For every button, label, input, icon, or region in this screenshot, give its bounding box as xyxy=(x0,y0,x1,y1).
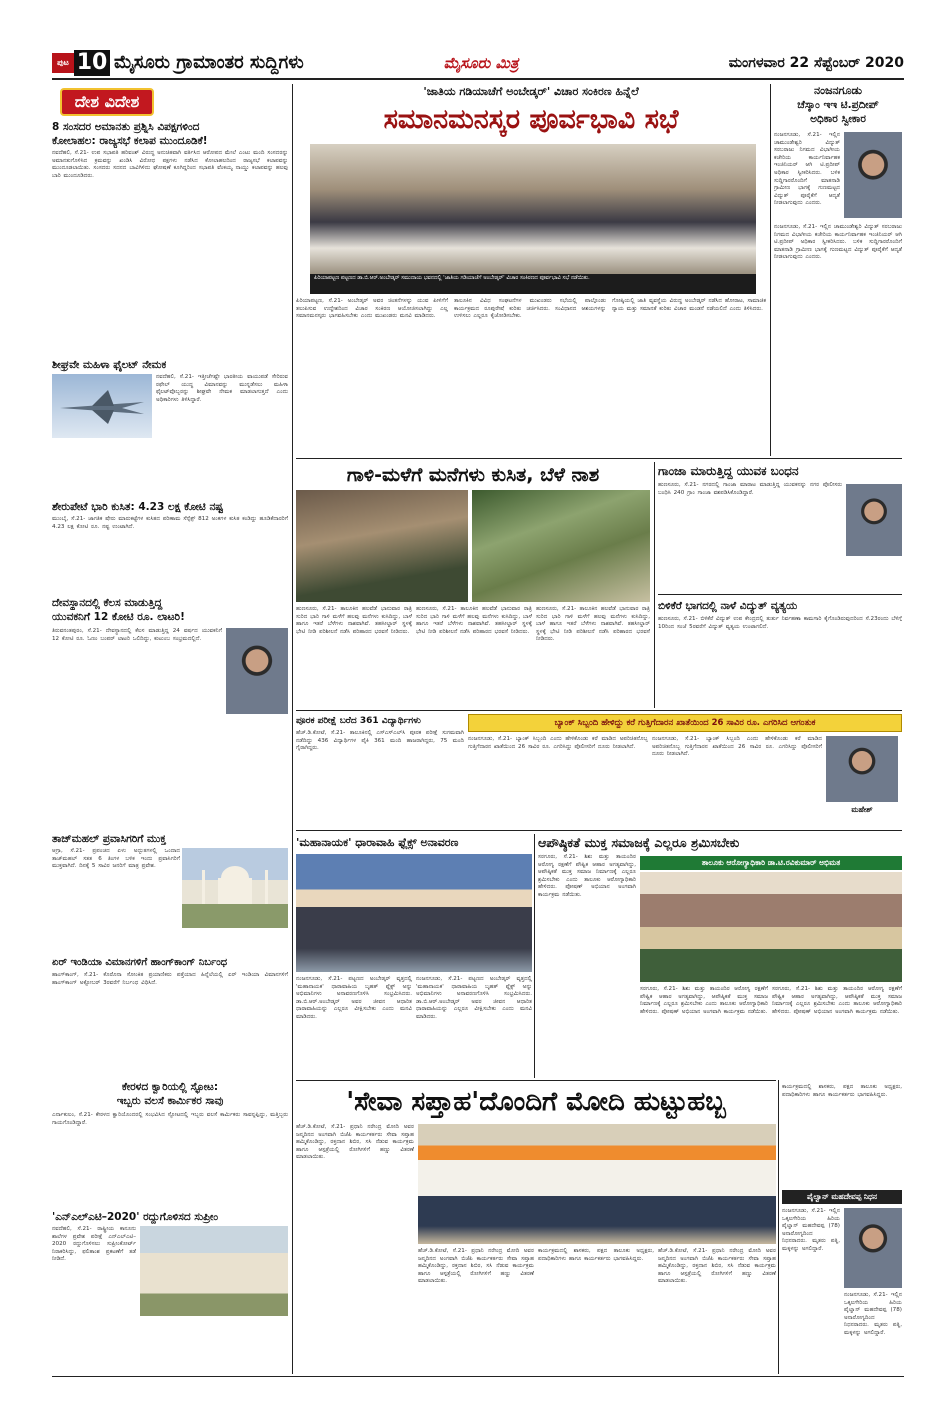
article-body: ನವದೆಹಲಿ, ಸೆ.21- ಉಪ ಸಭಾಪತಿ ಹರಿವಂಶ್ ವಿರುದ್ಧ ಅನುಚಿತವಾಗಿ ವರ್ತಿಸಿದ ಆರೋಪದ ಮೇಲೆ ಎಂಟು ಮಂದಿ ಸಂಸದರನ್ನು ಅಮಾನತುಗೊಳಿಸಿದ ಕ್ರಮವನ್ನು ಖಂಡಿಸಿ ವಿರೋಧ ಪಕ್ಷಗಳು ನಡೆಸಿದ ಕೋಲಾಹಲದಿಂದ ರಾಜ್ಯಸಭೆ ಕಲಾಪವನ್ನು ಮುಂದೂಡಲಾಯಿತು. ಸಂಸದರು ಸದನದ ಬಾವಿಗಿಳಿದು ಘೋಷಣೆ ಕೂಗಿದ್ದರಿಂದ ಸಭಾಪತಿ ವೆಂಕಯ್ಯ ನಾಯ್ಡು ಕಲಾಪವನ್ನು ಹಲವು ಬಾರಿ ಮುಂದೂಡಿದರು. xyxy=(52,150,288,179)
column-divider xyxy=(654,462,655,708)
article-body: ಆಗ್ರಾ, ಸೆ.21- ಪ್ರಪಂಚದ ಏಳು ಅದ್ಭುತಗಳಲ್ಲಿ ಒಂದಾದ ತಾಜ್‌ಮಹಲ್ ಸತತ 6 ತಿಂಗಳ ಬಳಿಕ ಇಂದು ಪ್ರವಾಸಿಗರಿಗೆ ಮುಕ್ತವಾಗಿದೆ. ದಿನಕ್ಕೆ 5 ಸಾವಿರ ಜನರಿಗೆ ಮಾತ್ರ ಪ್ರವೇಶ. xyxy=(52,848,180,870)
page-header xyxy=(0,0,945,80)
deceased-portrait xyxy=(844,1208,902,1288)
story-headline: ಬಿಳಿಕೆರೆ ಭಾಗದಲ್ಲಿ ನಾಳೆ ವಿದ್ಯುತ್ ವ್ಯತ್ಯಯ xyxy=(658,600,798,612)
story-body: ಹೆಚ್.ಡಿ.ಕೋಟೆ, ಸೆ.21- ತಾಲೂಕಿನಲ್ಲಿ ಎಸ್‌ಎಸ್‌ಎಲ್‌ಸಿ ಪೂರಕ ಪರೀಕ್ಷೆ ಸುಗಮವಾಗಿ ನಡೆದಿದ್ದು 436 ವಿದ್ಯಾರ್ಥಿಗಳ ಪೈಕಿ 361 ಮಂದಿ ಹಾಜರಾಗಿದ್ದರು, 75 ಮಂದಿ ಗೈರಾಗಿದ್ದರು. xyxy=(296,730,464,752)
victim-photo xyxy=(826,736,898,802)
desha-videsha-banner: ದೇಶ ವಿದೇಶ xyxy=(60,88,154,116)
story-body: ನಂಜನಗೂಡು, ಸೆ.21- ಬ್ಯಾಂಕ್ ಸಿಬ್ಬಂದಿ ಎಂದು ಹೇಳಿಕೊಂಡು ಕರೆ ಮಾಡಿದ ಅಪರಿಚಿತನೊಬ್ಬ ಗುತ್ತಿಗೆದಾರನ ಖಾತೆಯಿಂದ 26 ಸಾವಿರ ರೂ. ಎಗರಿಸಿದ್ದು ಪೊಲೀಸರಿಗೆ ದೂರು ನೀಡಲಾಗಿದೆ. xyxy=(468,736,648,750)
story-rule xyxy=(658,594,902,595)
article-title: ಯುವಕನಿಗೆ 12 ಕೋಟಿ ರೂ. ಲಾಟರಿ! xyxy=(52,611,185,623)
article-title: 8 ಸಂಸದರ ಅಮಾನತು ಪ್ರಶ್ನಿಸಿ ವಿಪಕ್ಷಗಳಿಂದ xyxy=(52,121,200,133)
taj-mahal-icon xyxy=(182,848,288,928)
article-body: ಮುಂಬೈ, ಸೆ.21- ಜಾಗತಿಕ ಷೇರು ಮಾರುಕಟ್ಟೆಗಳ ಕುಸಿತದ ಪರಿಣಾಮ ಸೆನ್ಸೆಕ್ಸ್ 812 ಅಂಕಗಳ ಕುಸಿತ ಕಂಡಿದ್ದು ಹೂಡಿಕೆದಾರರಿಗೆ 4.23 ಲಕ್ಷ ಕೋಟಿ ರೂ. ನಷ್ಟ ಉಂಟಾಗಿದೆ. xyxy=(52,516,288,530)
story-body: ಹುಣಸೂರು, ಸೆ.21- ತಾಲೂಕಿನ ಹಲವೆಡೆ ಭಾನುವಾರ ರಾತ್ರಿ ಸುರಿದ ಭಾರಿ ಗಾಳಿ ಮಳೆಗೆ ಹಲವು ಮನೆಗಳು ಕುಸಿದಿದ್ದು, ಬಾಳೆ ಹಾಗೂ ಇತರೆ ಬೆಳೆಗಳು ನಾಶವಾಗಿವೆ. ತಹಸೀಲ್ದಾರ್ ಸ್ಥಳಕ್ಕೆ ಭೇಟಿ ನೀಡಿ ಪರಿಶೀಲನೆ ನಡೆಸಿ ಪರಿಹಾರದ ಭರವಸೆ ನೀಡಿದರು. xyxy=(296,606,412,635)
story-headline: ಗಾಂಜಾ ಮಾರುತ್ತಿದ್ದ ಯುವಕ ಬಂಧನ xyxy=(658,464,799,478)
column-divider xyxy=(534,834,535,1078)
story-body: ಗೋಷ್ಠಿಯಲ್ಲಿ ಜಾತಿ ವ್ಯವಸ್ಥೆಯ ವಿರುದ್ಧ ಅಂಬೇಡ್ಕರ್ ನಡೆಸಿದ ಹೋರಾಟ, ಸಾಮಾಜಿಕ ನ್ಯಾಯ ಮತ್ತು ಸಮಾನತೆ ಕುರಿತು ವಿಚಾರ ಮಂಡನೆ ನಡೆಯಲಿದೆ ಎಂದು ತಿಳಿಸಿದರು. xyxy=(612,298,766,312)
article-title: ತಾಜ್‌ಮಹಲ್ ಪ್ರವಾಸಿಗರಿಗೆ ಮುಕ್ತ xyxy=(52,833,166,845)
article-title: ದೇವಸ್ಥಾನದಲ್ಲಿ ಕೆಲಸ ಮಾಡುತ್ತಿದ್ದ xyxy=(52,597,163,609)
story-headline: ನಂಜನಗೂಡು xyxy=(814,84,862,97)
birthday-celebration-photo xyxy=(418,1124,776,1244)
story-headline: ಆಪೌಷ್ಠಿಕತೆ ಮುಕ್ತ ಸಮಾಜಕ್ಕೆ ಎಲ್ಲರೂ ಶ್ರಮಿಸಬೇಕು xyxy=(538,835,740,850)
story-kicker: 'ಜಾತಿಯ ಗಡಿಯಾಚೆಗೆ ಅಂಬೇಡ್ಕರ್' ವಿಚಾರ ಸಂಕಿರಣ ಹಿನ್ನೆಲೆ xyxy=(423,85,639,98)
article-title: ಇಬ್ಬರು ವಲಸೆ ಕಾರ್ಮಿಕರ ಸಾವು xyxy=(116,1095,224,1107)
story-body: ನಂಜನಗೂಡು, ಸೆ.21- ಬ್ಯಾಂಕ್ ಸಿಬ್ಬಂದಿ ಎಂದು ಹೇಳಿಕೊಂಡು ಕರೆ ಮಾಡಿದ ಅಪರಿಚಿತನೊಬ್ಬ ಗುತ್ತಿಗೆದಾರನ ಖಾತೆಯಿಂದ 26 ಸಾವಿರ ರೂ. ಎಗರಿಸಿದ್ದು ಪೊಲೀಸರಿಗೆ ದೂರು ನೀಡಲಾಗಿದೆ. xyxy=(652,736,822,758)
story-body: ನಂಜನಗೂಡು, ಸೆ.21- ಇಲ್ಲಿನ ಚಾಮುಂಡೇಶ್ವರಿ ವಿದ್ಯುತ್ ಸರಬರಾಜು ನಿಗಮದ ವಿಭಾಗೀಯ ಕಚೇರಿಯ ಕಾರ್ಯನಿರ್ವಾಹಕ ಇಂಜಿನಿಯರ್ ಆಗಿ ಟಿ.ಪ್ರದೀಪ್ ಅಧಿಕಾರ ಸ್ವೀಕರಿಸಿದರು. ಬಳಿಕ ಸುದ್ದಿಗಾರರೊಂದಿಗೆ ಮಾತನಾಡಿ ಗ್ರಾಮೀಣ ಭಾಗಕ್ಕೆ ಗುಣಮಟ್ಟದ ವಿದ್ಯುತ್ ಪೂರೈಕೆಗೆ ಆದ್ಯತೆ ನೀಡಲಾಗುವುದು ಎಂದರು. xyxy=(774,132,840,207)
story-body: ನಂಜನಗೂಡು, ಸೆ.21- ಪಟ್ಟಣದ ಅಂಬೇಡ್ಕರ್ ವೃತ್ತದಲ್ಲಿ 'ಮಹಾನಾಯಕ' ಧಾರಾವಾಹಿಯ ಬೃಹತ್ ಫ್ಲೆಕ್ಸ್ ಅನ್ನು ಅಭಿಮಾನಿಗಳು ಅನಾವರಣಗೊಳಿಸಿ ಸಂಭ್ರಮಿಸಿದರು. ಡಾ.ಬಿ.ಆರ್.ಅಂಬೇಡ್ಕರ್ ಅವರ ಜೀವನ ಆಧಾರಿತ ಧಾರಾವಾಹಿಯನ್ನು ಎಲ್ಲರೂ ವೀಕ್ಷಿಸಬೇಕು ಎಂದು ಮನವಿ ಮಾಡಿದರು. xyxy=(296,976,412,1020)
story-headline: 'ಮಹಾನಾಯಕ' ಧಾರಾವಾಹಿ ಫ್ಲೆಕ್ಸ್ ಅನಾವರಣ xyxy=(296,836,459,849)
meeting-group-photo xyxy=(310,144,756,274)
center-top-story xyxy=(296,84,766,456)
section-rule xyxy=(296,1080,776,1081)
story-body: ಹುಣಸೂರು, ಸೆ.21- ನಗರದಲ್ಲಿ ಗಾಂಜಾ ಮಾರಾಟ ಮಾಡುತ್ತಿದ್ದ ಯುವಕನನ್ನು ನಗರ ಪೊಲೀಸರು ಬಂಧಿಸಿ 240 ಗ್ರಾಂ ಗಾಂಜಾ ವಶಪಡಿಸಿಕೊಂಡಿದ್ದಾರೆ. xyxy=(658,482,842,496)
masthead-logo: ಮೈಸೂರು ಮಿತ್ರ xyxy=(443,54,519,72)
article-body: ತಿರುವನಂತಪುರಂ, ಸೆ.21- ದೇವಸ್ಥಾನದಲ್ಲಿ ಕೆಲಸ ಮಾಡುತ್ತಿದ್ದ 24 ವರ್ಷದ ಯುವಕನಿಗೆ 12 ಕೋಟಿ ರೂ. ಓಣಂ ಬಂಪರ್ ಲಾಟರಿ ಒಲಿದಿದ್ದು, ಕುಟುಂಬ ಸಂಭ್ರಮದಲ್ಲಿದೆ. xyxy=(52,628,222,642)
article-title: ಕೋಲಾಹಲ: ರಾಜ್ಯಸಭೆ ಕಲಾಪ ಮುಂದೂಡಿಕೆ! xyxy=(52,135,208,147)
column-divider xyxy=(292,84,293,1374)
article-title: ಶೀಘ್ರವೇ ಮಹಿಳಾ ಫೈಲಟ್ ನೇಮಕ xyxy=(52,359,167,371)
column-divider xyxy=(770,84,771,456)
story-headline: ಪೈಲ್ವಾನ್ ಮಹದೇವಪ್ಪ ನಿಧನ xyxy=(782,1190,902,1204)
story-body: ಹೆಚ್.ಡಿ.ಕೋಟೆ, ಸೆ.21- ಪ್ರಧಾನಿ ನರೇಂದ್ರ ಮೋದಿ ಅವರ ಜನ್ಮದಿನದ ಅಂಗವಾಗಿ ಬಿಜೆಪಿ ಕಾರ್ಯಕರ್ತರು ಸೇವಾ ಸಪ್ತಾಹ ಹಮ್ಮಿಕೊಂಡಿದ್ದು, ರಕ್ತದಾನ ಶಿಬಿರ, ಸಸಿ ನೆಡುವ ಕಾರ್ಯಕ್ರಮ ಹಾಗೂ ಆಸ್ಪತ್ರೆಯಲ್ಲಿ ರೋಗಿಗಳಿಗೆ ಹಣ್ಣು ವಿತರಣೆ ಮಾಡಲಾಯಿತು. xyxy=(418,1248,534,1285)
story-body: ನಂಜನಗೂಡು, ಸೆ.21- ಪಟ್ಟಣದ ಅಂಬೇಡ್ಕರ್ ವೃತ್ತದಲ್ಲಿ 'ಮಹಾನಾಯಕ' ಧಾರಾವಾಹಿಯ ಬೃಹತ್ ಫ್ಲೆಕ್ಸ್ ಅನ್ನು ಅಭಿಮಾನಿಗಳು ಅನಾವರಣಗೊಳಿಸಿ ಸಂಭ್ರಮಿಸಿದರು. ಡಾ.ಬಿ.ಆರ್.ಅಂಬೇಡ್ಕರ್ ಅವರ ಜೀವನ ಆಧಾರಿತ ಧಾರಾವಾಹಿಯನ್ನು ಎಲ್ಲರೂ ವೀಕ್ಷಿಸಬೇಕು ಎಂದು ಮನವಿ ಮಾಡಿದರು. xyxy=(416,976,532,1020)
story-headline: ಬ್ಯಾಂಕ್ ಸಿಬ್ಬಂದಿ ಹೇಳಿದ್ದು ಕರೆ ಗುತ್ತಿಗೆದಾರನ ಖಾತೆಯಿಂದ 26 ಸಾವಿರ ರೂ. ಎಗರಿಸಿದ ಆಗಂತುಕ xyxy=(468,714,902,732)
section-rule xyxy=(296,710,902,711)
article-title: ಕೇರಳದ ಕ್ವಾರಿಯಲ್ಲಿ ಸ್ಫೋಟ: xyxy=(121,1081,219,1093)
story-body: ಕಾರ್ಯಕ್ರಮದಲ್ಲಿ ಶಾಸಕರು, ಪಕ್ಷದ ತಾಲೂಕು ಅಧ್ಯಕ್ಷರು, ಪದಾಧಿಕಾರಿಗಳು ಹಾಗೂ ಕಾರ್ಯಕರ್ತರು ಭಾಗವಹಿಸಿದ್ದರು. xyxy=(538,1248,654,1262)
story-body: ತಾಲೂಕಿನ ವಿವಿಧ ಸಂಘಟನೆಗಳ ಮುಖಂಡರು ಸಭೆಯಲ್ಲಿ ಪಾಲ್ಗೊಂಡು ಕಾರ್ಯಕ್ರಮದ ರೂಪುರೇಷೆ ಕುರಿತು ಚರ್ಚಿಸಿದರು. ಸಂವಿಧಾನದ ಆಶಯಗಳನ್ನು ಉಳಿಸಲು ಎಲ್ಲರೂ ಕೈಜೋಡಿಸಬೇಕು. xyxy=(454,298,606,320)
section-title: ಮೈಸೂರು ಗ್ರಾಮಾಂತರ ಸುದ್ದಿಗಳು xyxy=(114,52,304,73)
story-headline: 'ಸೇವಾ ಸಪ್ತಾಹ'ದೊಂದಿಗೆ ಮೋದಿ ಹುಟ್ಟುಹಬ್ಬ xyxy=(346,1087,726,1117)
article-body: ಎರ್ನಾಕುಲಂ, ಸೆ.21- ಕೇರಳದ ಕ್ವಾರಿಯೊಂದರಲ್ಲಿ ಸಂಭವಿಸಿದ ಸ್ಫೋಟದಲ್ಲಿ ಇಬ್ಬರು ವಲಸೆ ಕಾರ್ಮಿಕರು ಸಾವನ್ನಪ್ಪಿದ್ದು, ಮತ್ತಿಬ್ಬರು ಗಾಯಗೊಂಡಿದ್ದಾರೆ. xyxy=(52,1112,288,1126)
bank-fraud-story xyxy=(468,714,902,826)
story-body: ನಂಜನಗೂಡು, ಸೆ.21- ಇಲ್ಲಿನ ಒಕ್ಕಲಗೇರಿಯ ಹಿರಿಯ ಪೈಲ್ವಾನ್ ಮಹದೇವಪ್ಪ (78) ಅನಾರೋಗ್ಯದಿಂದ ನಿಧನರಾದರು. ಮೃತರು ಪತ್ನಿ, ಮಕ್ಕಳನ್ನು ಅಗಲಿದ್ದಾರೆ. xyxy=(782,1208,840,1252)
header-rule xyxy=(52,78,904,80)
victim-name: ಮಹೇಶ್ xyxy=(851,805,873,814)
article-body: ನವದೆಹಲಿ, ಸೆ.21- ಇತ್ತೀಚೆಗಷ್ಟೇ ಭಾರತೀಯ ವಾಯುಪಡೆ ಸೇರಿರುವ ರಫೇಲ್ ಯುದ್ಧ ವಿಮಾನವನ್ನು ಮುನ್ನಡೆಸಲು ಮಹಿಳಾ ಫೈಲಟ್‌ವೊಬ್ಬರನ್ನು ಶೀಘ್ರವೇ ನೇಮಕ ಮಾಡಲಾಗುತ್ತದೆ ಎಂದು ಅಧಿಕಾರಿಗಳು ತಿಳಿಸಿದ್ದಾರೆ. xyxy=(156,374,288,403)
story-body: ಹೆಚ್.ಡಿ.ಕೋಟೆ, ಸೆ.21- ಪ್ರಧಾನಿ ನರೇಂದ್ರ ಮೋದಿ ಅವರ ಜನ್ಮದಿನದ ಅಂಗವಾಗಿ ಬಿಜೆಪಿ ಕಾರ್ಯಕರ್ತರು ಸೇವಾ ಸಪ್ತಾಹ ಹಮ್ಮಿಕೊಂಡಿದ್ದು, ರಕ್ತದಾನ ಶಿಬಿರ, ಸಸಿ ನೆಡುವ ಕಾರ್ಯಕ್ರಮ ಹಾಗೂ ಆಸ್ಪತ್ರೆಯಲ್ಲಿ ರೋಗಿಗಳಿಗೆ ಹಣ್ಣು ವಿತರಣೆ ಮಾಡಲಾಯಿತು. xyxy=(658,1248,776,1285)
story-headline: ಅಧಿಕಾರ ಸ್ವೀಕಾರ xyxy=(810,113,866,125)
supreme-court-photo xyxy=(140,1226,288,1316)
issue-date: ಮಂಗಳವಾರ 22 ಸೆಪ್ಟೆಂಬರ್ 2020 xyxy=(728,55,904,71)
story-body: ಸರಗೂರು, ಸೆ.21- ಶಿಶು ಮತ್ತು ತಾಯಂದಿರ ಆರೋಗ್ಯ ರಕ್ಷಣೆಗೆ ಪೌಷ್ಟಿಕ ಆಹಾರ ಅಗತ್ಯವಾಗಿದ್ದು, ಆಪೌಷ್ಠಿಕತೆ ಮುಕ್ತ ಸಮಾಜ ನಿರ್ಮಾಣಕ್ಕೆ ಎಲ್ಲರೂ ಶ್ರಮಿಸಬೇಕು ಎಂದು ತಾಲೂಕು ಆರೋಗ್ಯಾಧಿಕಾರಿ ಹೇಳಿದರು. ಪೋಷಣ್ ಅಭಿಯಾನ ಅಂಗವಾಗಿ ಕಾರ್ಯಕ್ರಮ ನಡೆಯಿತು. xyxy=(640,986,768,1015)
story-headline: ಸಮಾನಮನಸ್ಕರ ಪೂರ್ವಭಾವಿ ಸಭೆ xyxy=(383,104,679,135)
story-body: ಸರಗೂರು, ಸೆ.21- ಶಿಶು ಮತ್ತು ತಾಯಂದಿರ ಆರೋಗ್ಯ ರಕ್ಷಣೆಗೆ ಪೌಷ್ಟಿಕ ಆಹಾರ ಅಗತ್ಯವಾಗಿದ್ದು, ಆಪೌಷ್ಠಿಕತೆ ಮುಕ್ತ ಸಮಾಜ ನಿರ್ಮಾಣಕ್ಕೆ ಎಲ್ಲರೂ ಶ್ರಮಿಸಬೇಕು ಎಂದು ತಾಲೂಕು ಆರೋಗ್ಯಾಧಿಕಾರಿ ಹೇಳಿದರು. ಪೋಷಣ್ ಅಭಿಯಾನ ಅಂಗವಾಗಿ ಕಾರ್ಯಕ್ರಮ ನಡೆಯಿತು. xyxy=(538,854,636,898)
story-body: ಹೆಚ್.ಡಿ.ಕೋಟೆ, ಸೆ.21- ಪ್ರಧಾನಿ ನರೇಂದ್ರ ಮೋದಿ ಅವರ ಜನ್ಮದಿನದ ಅಂಗವಾಗಿ ಬಿಜೆಪಿ ಕಾರ್ಯಕರ್ತರು ಸೇವಾ ಸಪ್ತಾಹ ಹಮ್ಮಿಕೊಂಡಿದ್ದು, ರಕ್ತದಾನ ಶಿಬಿರ, ಸಸಿ ನೆಡುವ ಕಾರ್ಯಕ್ರಮ ಹಾಗೂ ಆಸ್ಪತ್ರೆಯಲ್ಲಿ ರೋಗಿಗಳಿಗೆ ಹಣ್ಣು ವಿತರಣೆ ಮಾಡಲಾಯಿತು. xyxy=(296,1124,414,1161)
rafale-jet-photo xyxy=(52,374,152,438)
section-rule xyxy=(296,458,902,459)
story-headline: ಗಾಳಿ-ಮಳೆಗೆ ಮನೆಗಳು ಕುಸಿತ, ಬೆಳೆ ನಾಶ xyxy=(346,464,600,486)
footer-rule xyxy=(52,1376,904,1377)
column-divider xyxy=(778,1080,779,1374)
engineer-portrait xyxy=(844,132,902,218)
article-title: ಏರ್ ಇಂಡಿಯಾ ವಿಮಾನಗಳಿಗೆ ಹಾಂಗ್‌ಕಾಂಗ್ ನಿರ್ಬಂಧ xyxy=(52,957,228,968)
lottery-winner-photo xyxy=(226,628,288,714)
mahanayaka-story xyxy=(296,834,532,1078)
story-body: ಹುಣಸೂರು, ಸೆ.21- ಬಿಳಿಕೆರೆ ವಿದ್ಯುತ್ ಉಪ ಕೇಂದ್ರದಲ್ಲಿ ತುರ್ತು ನಿರ್ವಹಣಾ ಕಾಮಗಾರಿ ಕೈಗೊಂಡಿರುವುದರಿಂದ ಸೆ.23ರಂದು ಬೆಳಿಗ್ಗೆ 10ರಿಂದ ಸಂಜೆ 5ರವರೆಗೆ ವಿದ್ಯುತ್ ವ್ಯತ್ಯಯ ಉಂಟಾಗಲಿದೆ. xyxy=(658,616,902,630)
storm-story xyxy=(296,462,650,708)
story-body: ನಂಜನಗೂಡು, ಸೆ.21- ಇಲ್ಲಿನ ಚಾಮುಂಡೇಶ್ವರಿ ವಿದ್ಯುತ್ ಸರಬರಾಜು ನಿಗಮದ ವಿಭಾಗೀಯ ಕಚೇರಿಯ ಕಾರ್ಯನಿರ್ವಾಹಕ ಇಂಜಿನಿಯರ್ ಆಗಿ ಟಿ.ಪ್ರದೀಪ್ ಅಧಿಕಾರ ಸ್ವೀಕರಿಸಿದರು. ಬಳಿಕ ಸುದ್ದಿಗಾರರೊಂದಿಗೆ ಮಾತನಾಡಿ ಗ್ರಾಮೀಣ ಭಾಗಕ್ಕೆ ಗುಣಮಟ್ಟದ ವಿದ್ಯುತ್ ಪೂರೈಕೆಗೆ ಆದ್ಯತೆ ನೀಡಲಾಗುವುದು ಎಂದರು. xyxy=(774,224,902,261)
article-body: ನವದೆಹಲಿ, ಸೆ.21- ರಾಷ್ಟ್ರೀಯ ಕಾನೂನು ಶಾಲೆಗಳ ಪ್ರವೇಶ ಪರೀಕ್ಷೆ ಎನ್‌ಎಲ್‌ಎಟಿ–2020 ರದ್ದುಗೊಳಿಸಲು ಸುಪ್ರೀಂಕೋರ್ಟ್ ನಿರಾಕರಿಸಿದ್ದು, ಫಲಿತಾಂಶ ಪ್ರಕಟಣೆಗೆ ತಡೆ ನೀಡಿದೆ. xyxy=(52,1226,136,1263)
nutrition-story xyxy=(538,834,902,1078)
taj-mahal-photo xyxy=(182,848,288,928)
right-top-story xyxy=(774,84,902,456)
story-body: ಪಿರಿಯಾಪಟ್ಟಣ, ಸೆ.21- ಅಂಬೇಡ್ಕರ್ ಅವರ ಚಿಂತನೆಗಳನ್ನು ಯುವ ಪೀಳಿಗೆಗೆ ತಲುಪಿಸುವ ಉದ್ದೇಶದಿಂದ ವಿಚಾರ ಸಂಕಿರಣ ಆಯೋಜಿಸಲಾಗಿದ್ದು ಎಲ್ಲ ಸಮಾನಮನಸ್ಕರು ಭಾಗವಹಿಸಬೇಕು ಎಂದು ಮುಖಂಡರು ಮನವಿ ಮಾಡಿದರು. xyxy=(296,298,448,320)
article-title: ಶೇರುಪೇಟೆ ಭಾರಿ ಕುಸಿತ: 4.23 ಲಕ್ಷ ಕೋಟಿ ನಷ್ಟ xyxy=(52,501,224,513)
flex-unveiling-photo xyxy=(296,854,532,972)
story-body: ನಂಜನಗೂಡು, ಸೆ.21- ಇಲ್ಲಿನ ಒಕ್ಕಲಗೇರಿಯ ಹಿರಿಯ ಪೈಲ್ವಾನ್ ಮಹದೇವಪ್ಪ (78) ಅನಾರೋಗ್ಯದಿಂದ ನಿಧನರಾದರು. ಮೃತರು ಪತ್ನಿ, ಮಕ್ಕಳನ್ನು ಅಗಲಿದ್ದಾರೆ. xyxy=(844,1292,902,1336)
story-body: ಹುಣಸೂರು, ಸೆ.21- ತಾಲೂಕಿನ ಹಲವೆಡೆ ಭಾನುವಾರ ರಾತ್ರಿ ಸುರಿದ ಭಾರಿ ಗಾಳಿ ಮಳೆಗೆ ಹಲವು ಮನೆಗಳು ಕುಸಿದಿದ್ದು, ಬಾಳೆ ಹಾಗೂ ಇತರೆ ಬೆಳೆಗಳು ನಾಶವಾಗಿವೆ. ತಹಸೀಲ್ದಾರ್ ಸ್ಥಳಕ್ಕೆ ಭೇಟಿ ನೀಡಿ ಪರಿಶೀಲನೆ ನಡೆಸಿ ಪರಿಹಾರದ ಭರವಸೆ ನೀಡಿದರು. xyxy=(536,606,650,643)
article-body: ಹಾಂಗ್‌ಕಾಂಗ್, ಸೆ.21- ಕೊರೊನಾ ಸೋಂಕಿತ ಪ್ರಯಾಣಿಕರು ಪತ್ತೆಯಾದ ಹಿನ್ನೆಲೆಯಲ್ಲಿ ಏರ್ ಇಂಡಿಯಾ ವಿಮಾನಗಳಿಗೆ ಹಾಂಗ್‌ಕಾಂಗ್ ಅಕ್ಟೋಬರ್ 3ರವರೆಗೆ ನಿರ್ಬಂಧ ವಿಧಿಸಿದೆ. xyxy=(52,972,288,986)
story-headline: ಪೂರಕ ಪರೀಕ್ಷೆ ಬರೆದ 361 ವಿದ್ಯಾರ್ಥಿಗಳು xyxy=(296,716,421,726)
subheading-band: ತಾಲೂಕು ಆರೋಗ್ಯಾಧಿಕಾರಿ ಡಾ.ಟಿ.ರವಿಕುಮಾರ್ ಅಭಿಮತ xyxy=(640,856,902,870)
story-body: ಹುಣಸೂರು, ಸೆ.21- ತಾಲೂಕಿನ ಹಲವೆಡೆ ಭಾನುವಾರ ರಾತ್ರಿ ಸುರಿದ ಭಾರಿ ಗಾಳಿ ಮಳೆಗೆ ಹಲವು ಮನೆಗಳು ಕುಸಿದಿದ್ದು, ಬಾಳೆ ಹಾಗೂ ಇತರೆ ಬೆಳೆಗಳು ನಾಶವಾಗಿವೆ. ತಹಸೀಲ್ದಾರ್ ಸ್ಥಳಕ್ಕೆ ಭೇಟಿ ನೀಡಿ ಪರಿಶೀಲನೆ ನಡೆಸಿ ಪರಿಹಾರದ ಭರವಸೆ ನೀಡಿದರು. xyxy=(416,606,532,635)
health-event-photo xyxy=(640,872,902,982)
page-number: 10 xyxy=(74,50,110,76)
accused-photo xyxy=(846,484,902,556)
photo-caption: ಪಿರಿಯಾಪಟ್ಟಣ ಪಟ್ಟಣದ ಡಾ.ಬಿ.ಆರ್.ಅಂಬೇಡ್ಕರ್ ಸಮುದಾಯ ಭವನದಲ್ಲಿ 'ಜಾತಿಯ ಗಡಿಯಾಚೆಗೆ ಅಂಬೇಡ್ಕರ್' ವಿಚಾರ ಸಂಕಿರಣದ ಪೂರ್ವಭಾವಿ ಸಭೆ ನಡೆಯಿತು. xyxy=(310,274,756,294)
article-title: 'ಎನ್‌ಎಲ್‌ಎಟಿ–2020' ರದ್ದುಗೊಳಿಸದ ಸುಪ್ರೀಂ xyxy=(52,1211,219,1223)
exam-story xyxy=(296,714,464,826)
story-body: ಕಾರ್ಯಕ್ರಮದಲ್ಲಿ ಶಾಸಕರು, ಪಕ್ಷದ ತಾಲೂಕು ಅಧ್ಯಕ್ಷರು, ಪದಾಧಿಕಾರಿಗಳು ಹಾಗೂ ಕಾರ್ಯಕರ್ತರು ಭಾಗವಹಿಸಿದ್ದರು. xyxy=(782,1084,902,1098)
jet-icon xyxy=(52,374,152,438)
story-body: ಸರಗೂರು, ಸೆ.21- ಶಿಶು ಮತ್ತು ತಾಯಂದಿರ ಆರೋಗ್ಯ ರಕ್ಷಣೆಗೆ ಪೌಷ್ಟಿಕ ಆಹಾರ ಅಗತ್ಯವಾಗಿದ್ದು, ಆಪೌಷ್ಠಿಕತೆ ಮುಕ್ತ ಸಮಾಜ ನಿರ್ಮಾಣಕ್ಕೆ ಎಲ್ಲರೂ ಶ್ರಮಿಸಬೇಕು ಎಂದು ತಾಲೂಕು ಆರೋಗ್ಯಾಧಿಕಾರಿ ಹೇಳಿದರು. ಪೋಷಣ್ ಅಭಿಯಾನ ಅಂಗವಾಗಿ ಕಾರ್ಯಕ್ರಮ ನಡೆಯಿತು. xyxy=(772,986,902,1015)
obituary-story xyxy=(782,1084,902,1374)
section-rule xyxy=(296,830,902,831)
collapsed-house-photo xyxy=(296,490,468,602)
seva-saptaha-story xyxy=(296,1084,776,1374)
story-headline: ಚೆಸ್ಕಾಂ ಇಇ ಟಿ.ಪ್ರದೀಪ್ xyxy=(797,99,879,111)
left-column xyxy=(52,84,288,1374)
damaged-banana-crop-photo xyxy=(472,490,650,602)
page-label: ಪುಟ xyxy=(52,53,74,73)
ganja-story xyxy=(658,462,902,708)
